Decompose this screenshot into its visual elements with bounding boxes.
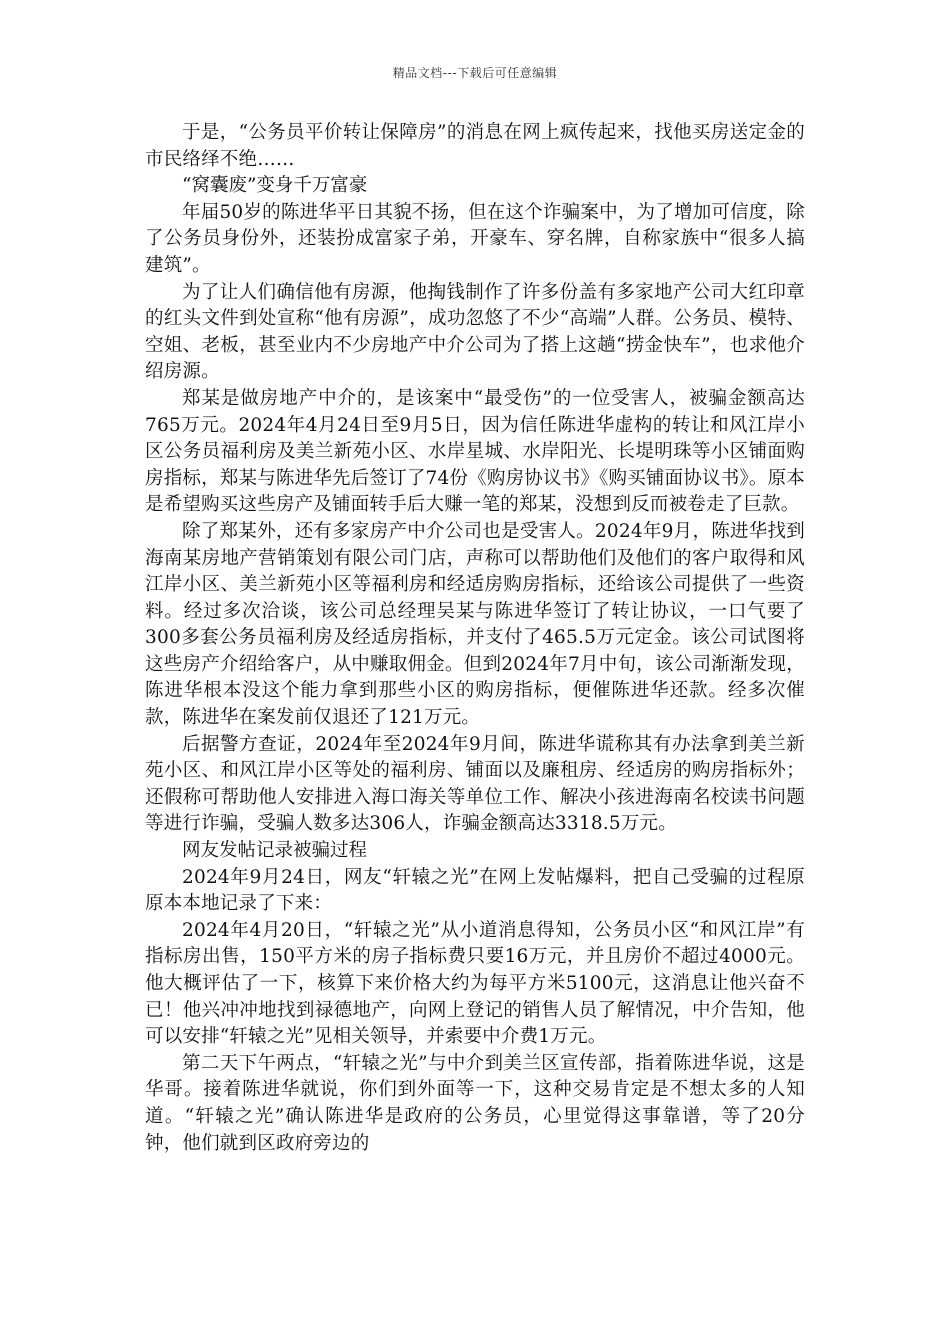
paragraph-1: 于是，“公务员平价转让保障房”的消息在网上疯传起来，找他买房送定金的市民络绎不绝…… bbox=[145, 122, 805, 170]
document-body bbox=[145, 120, 805, 1157]
page-header: 精品文档---下载后可任意编辑 bbox=[392, 66, 558, 80]
paragraph-8: 2024年4月20日，“轩辕之光”从小道消息得知，公务员小区“和风江岸”有指标房出售，150平方米的房子指标费只要16万元，并且房价不超过4000元。他大概评估了一下，核算下来价格大约为每平方米5100元，这消息让他兴奋不已！他兴冲冲地找到禄德地产，向网上登记的销售人员了解情况，中介告知，他可以安排“轩辕之光”见相关领导，并索要中介费1万元。 bbox=[145, 919, 805, 1048]
section-heading-2: 网友发帖记录被骗过程 bbox=[182, 840, 368, 862]
paragraph-2: 年届50岁的陈进华平日其貌不扬，但在这个诈骗案中，为了增加可信度，除了公务员身份外，还装扮成富家子弟，开豪车、穿名牌，自称家族中“很多人搞建筑”。 bbox=[145, 201, 805, 276]
section-heading-1: “窝囊废”变身千万富豪 bbox=[182, 175, 368, 197]
paragraph-7: 2024年9月24日，网友“轩辕之光”在网上发帖爆料，把自己受骗的过程原原本本地记录了下来： bbox=[145, 866, 805, 915]
paragraph-9: 第二天下午两点，“轩辕之光”与中介到美兰区宣传部，指着陈进华说，这是华哥。接着陈进华就说，你们到外面等一下，这种交易肯定是不想太多的人知道。“轩辕之光”确认陈进华是政府的公务员，心里觉得这事靠谱，等了20分钟，他们就到区政府旁边的 bbox=[145, 1052, 805, 1154]
paragraph-5: 除了郑某外，还有多家房产中介公司也是受害人。2024年9月，陈进华找到海南某房地产营销策划有限公司门店，声称可以帮助他们及他们的客户取得和风江岸小区、美兰新苑小区等福利房和经适房购房指标，还给该公司提供了一些资料。经过多次洽谈，该公司总经理吴某与陈进华签订了转让协议，一口气要了300多套公务员福利房及经适房指标，并支付了465.5万元定金。该公司试图将这些房产介绍给客户，从中赚取佣金。但到2024年7月中旬，该公司渐渐发现，陈进华根本没这个能力拿到那些小区的购房指标，便催陈进华还款。经多次催款，陈进华在案发前仅退还了121万元。 bbox=[145, 520, 805, 729]
paragraph-6: 后据警方查证，2024年至2024年9月间，陈进华谎称其有办法拿到美兰新苑小区、和风江岸小区等处的福利房、铺面以及廉租房、经适房的购房指标外；还假称可帮助他人安排进入海口海关等单位工作、解决小孩进海南名校读书问题等进行诈骗，受骗人数多达306人，诈骗金额高达3318.5万元。 bbox=[145, 733, 805, 835]
paragraph-3: 为了让人们确信他有房源，他掏钱制作了许多份盖有多家地产公司大红印章的红头文件到处宣称“他有房源”，成功忽悠了不少“高端”人群。公务员、模特、空姐、老板，甚至业内不少房地产中介公司为了搭上这趟“捞金快车”，也求他介绍房源。 bbox=[145, 281, 805, 383]
paragraph-4: 郑某是做房地产中介的，是该案中“最受伤”的一位受害人，被骗金额高达765万元。2024年4月24日至9月5日，因为信任陈进华虚构的转让和风江岸小区公务员福利房及美兰新苑小区、水岸星城、水岸阳光、长堤明珠等小区铺面购房指标，郑某与陈进华先后签订了74份《购房协议书》《购买铺面协议书》。原本是希望购买这些房产及铺面转手后大赚一笔的郑某，没想到反而被卷走了巨款。 bbox=[145, 387, 805, 516]
